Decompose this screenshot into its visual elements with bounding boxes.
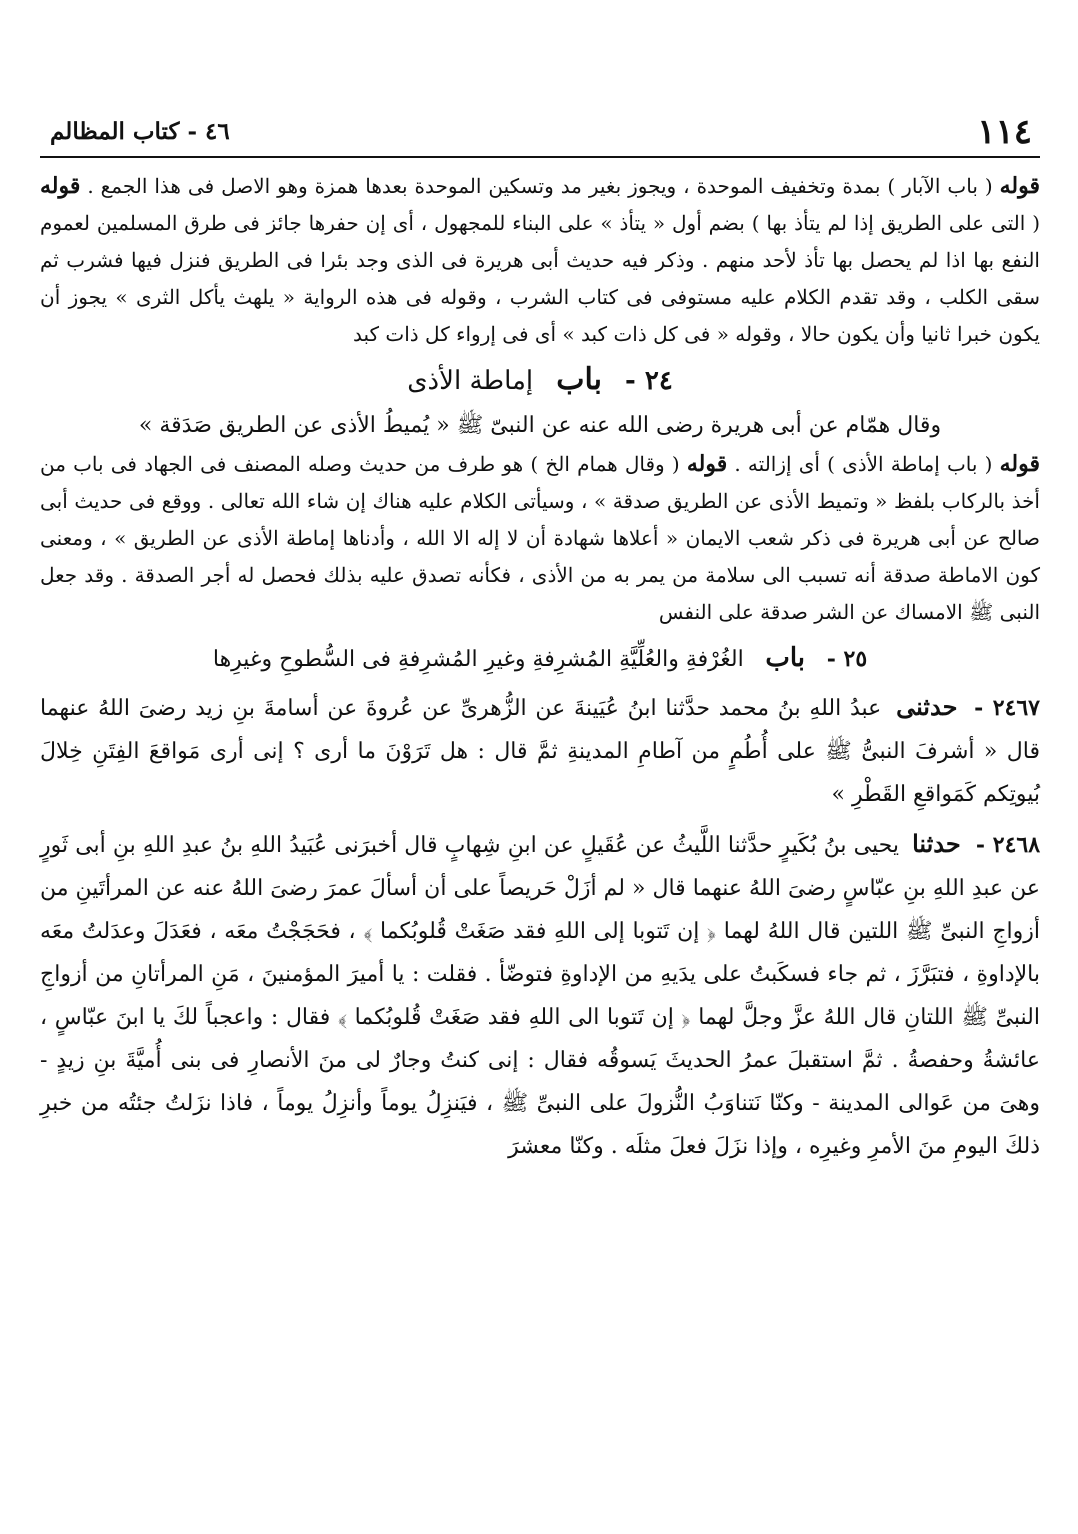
chapter-title: الغُرْفةِ والعُلِّيَّةِ المُشرِفةِ وغيرِ المُشرِفةِ فى السُّطوحِ وغيرِها [212, 647, 744, 672]
hadith-quote: وقال همّام عن أبى هريرة رضى الله عنه عن النبىّ ﷺ « يُميطُ الأذى عن الطريق صَدَقة » [138, 413, 942, 438]
chapter-label: باب [765, 643, 806, 673]
page-header [40, 112, 1040, 152]
commentary-text: ( التى على الطريق إذا لم يتأذ بها ) بضم أول « يتأذ » على البناء للمجهول ، أى إن حفرها جائز فى طرق المسلمين لعموم النفع بها اذا لم يحصل بها تأذ لأحد منهم . وذكر فيه حديث أبى هريرة فى الذى وجد بئرا فى الطريق فنزل فيها فشرب ثم سقى الكلب ، وقد تقدم الكلام عليه مستوفى فى كتاب الشرب ، وقوله فى هذه الرواية « يلهث يأكل الثرى » يجوز أن يكون خبرا ثانيا وأن يكون حالا ، وقوله « فى كل ذات كبد » أى فى إرواء كل ذات كبد [40, 211, 1040, 346]
commentary-paragraph [40, 446, 1040, 631]
chapter-heading-24 [40, 357, 1040, 404]
header-rule [40, 156, 1040, 158]
commentary-keyword: قوله [686, 451, 728, 477]
hadith-text: يحيى بنُ بُكَيرٍ حدَّثنا اللَّيثُ عن عُقَيلٍ عن ابنِ شِهابٍ قال أخبرَنى عُبَيدُ اللهِ بنُ عبدِ اللهِ بنِ أبى ثَورٍ عن عبدِ اللهِ بنِ عبّاسٍ رضىَ اللهُ عنهما قال « لم أزَلْ حَريصاً على أن أسألَ عمرَ رضىَ اللهُ عنه عن المرأتَينِ من أزواجِ النبىِّ ﷺ اللتين قال اللهُ لهما ﴿ إن تَتوبا إلى اللهِ فقد صَغَتْ قُلوبُكما ﴾ ، فحَجَجْتُ معَه ، فعَدَلَ وعدَلتُ معَه بالإداوةِ ، فتبَرَّزَ ، ثم جاء فسكَبتُ على يدَيهِ من الإداوةِ فتوضّأ . فقلت : يا أميرَ المؤمنينَ ، مَنِ المرأتانِ من أزواجِ النبىِّ ﷺ اللتانِ قال اللهُ عزَّ وجلَّ لهما ﴿ إن تَتوبا الى اللهِ فقد صَغَتْ قُلوبُكما ﴾ فقال : واعجباً لكَ يا ابنَ عبّاسٍ ، عائشةُ وحفصةُ . ثمَّ استقبلَ عمرُ الحديثَ يَسوقُه فقال : إنى كنتُ وجارٌ لى منَ الأنصارِ فى بنى أُميَّةَ بنِ زيدٍ - وهىَ من عَوالى المدينة - وكنّا نَتناوَبُ النُّزولَ على النبىِّ ﷺ ، فيَنزِلُ يوماً وأنزِلُ يوماً ، فاذا نزَلتُ جئتُه من خبرِ ذلكَ اليومِ منَ الأمرِ وغيرِه ، وإذا نزَلَ فعلَ مثلَه . وكنّا معشرَ [40, 833, 1040, 1159]
commentary-text: ( وقال همام الخ ) هو طرف من حديث وصله المصنف فى الجهاد فى باب من أخذ بالركاب بلفظ « وتميط الأذى عن الطريق صدقة » ، وسيأتى الكلام عليه هناك إن شاء الله تعالى . ووقع فى حديث أبى صالح عن أبى هريرة فى ذكر شعب الايمان « أعلاها شهادة أن لا إله الا الله ، وأدناها إماطة الأذى عن الطريق » ، ومعنى كون الاماطة صدقة أنه تسبب الى سلامة من يمر به من الأذى ، فكأنه تصدق عليه بذلك فحصل له أجر الصدقة . وقد جعل النبى ﷺ الامساك عن الشر صدقة على النفس [40, 452, 1040, 624]
commentary-text: ( باب إماطة الأذى ) أى إزالته . [734, 452, 993, 476]
page-number: ١١٤ [977, 112, 1032, 152]
chapter-number: ٢٥ - [826, 646, 868, 672]
book-page [40, 112, 1040, 1168]
chapter-heading-25 [40, 635, 1040, 683]
hadith-text: عبدُ اللهِ بنُ محمد حدَّثنا ابنُ عُيَينةَ عن الزُّهرىِّ عن عُروةَ عن أسامةَ بنِ زيد رضىَ اللهُ عنهما قال « أشرفَ النبىُّ ﷺ على أُطُمٍ من آطامِ المدينةِ ثمَّ قال : هل تَرَوْنَ ما أرى ؟ إنى أرى مَواقعَ الفِتَنِ خِلالَ بُيوتِكم كَمَواقعِ القَطْرِ » [40, 696, 1040, 807]
chapter-title: إماطة الأذى [407, 366, 534, 396]
running-title: ٤٦ - كتاب المظالم [50, 118, 230, 145]
commentary-text: ( باب الآبار ) بمدة وتخفيف الموحدة ، ويجوز بغير مد وتسكين الموحدة بعدها همزة وهو الاصل فى هذا الجمع . [87, 174, 993, 198]
commentary-keyword: قوله [999, 451, 1040, 477]
hadith-keyword: حدثنى [896, 692, 958, 721]
commentary-keyword: قوله [40, 173, 81, 199]
hadith-number: ٢٤٦٨ - [975, 832, 1041, 858]
hadith-2468 [40, 822, 1040, 1168]
chapter-label: باب [556, 362, 602, 397]
hadith-number: ٢٤٦٧ - [974, 695, 1040, 721]
hadith-2467 [40, 685, 1040, 816]
commentary-paragraph [40, 168, 1040, 353]
chapter-number: ٢٤ - [625, 366, 673, 396]
hadith-keyword: حدثنا [912, 829, 961, 858]
commentary-keyword: قوله [999, 173, 1040, 199]
